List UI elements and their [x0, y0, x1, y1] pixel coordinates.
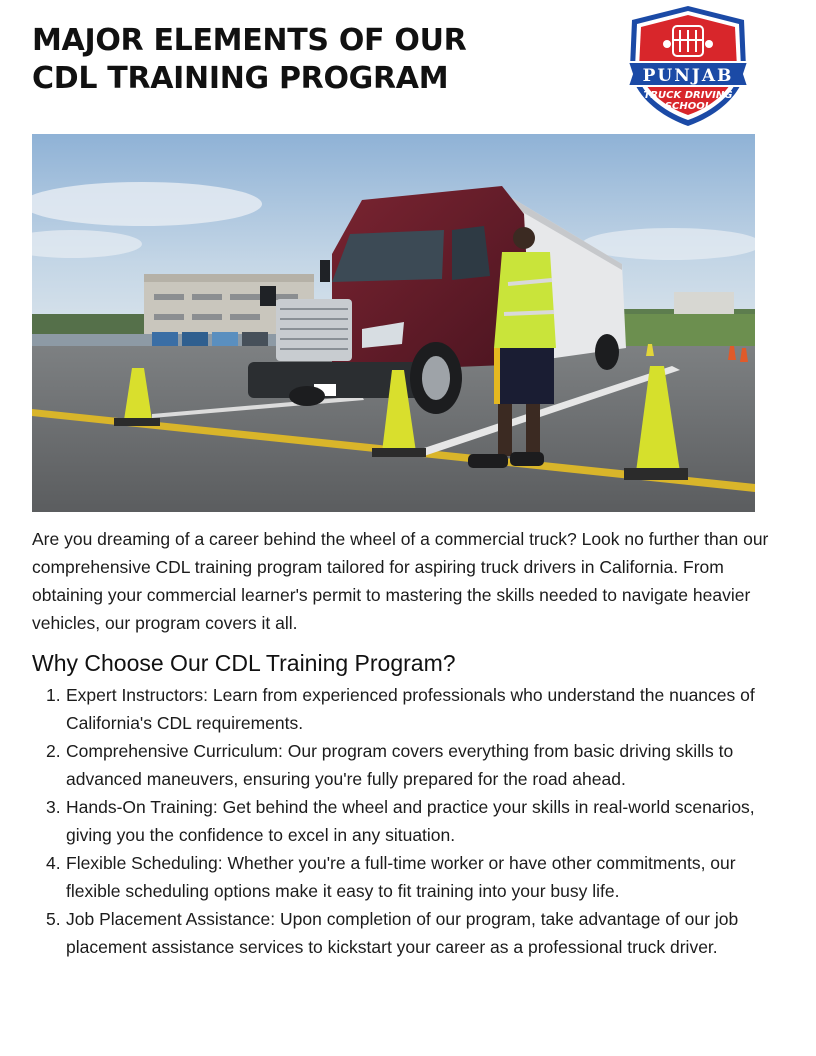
list-item-text: Hands-On Training: Get behind the wheel and practice your skills in real-world scenarios, giving you the confidence to excel in any situation.: [66, 797, 755, 845]
truck-training-photo: [32, 134, 755, 512]
list-item: [32, 849, 784, 905]
title-line-1: MAJOR ELEMENTS OF OUR: [32, 23, 467, 58]
list-item: [32, 737, 784, 793]
logo-tagline-line-2: SCHOOL: [664, 101, 712, 112]
list-item: [32, 793, 784, 849]
logo-brand-text: PUNJAB: [642, 66, 734, 86]
list-item-text: Comprehensive Curriculum: Our program covers everything from basic driving skills to advanced maneuvers, ensuring you're fully prepared for the road ahead.: [66, 741, 734, 789]
list-item-text: Expert Instructors: Learn from experienced professionals who understand the nuances of California's CDL requirements.: [66, 685, 755, 733]
intro-paragraph: Are you dreaming of a career behind the wheel of a commercial truck? Look no further than our comprehensive CDL training program tailored for aspiring truck drivers in California. From obtaining your commercial learner's permit to mastering the skills needed to navigate heavier vehicles, our program covers it all.: [32, 529, 769, 633]
list-item-number: 5.: [46, 909, 61, 929]
list-item: [32, 905, 784, 961]
list-item-number: 4.: [46, 853, 61, 873]
list-item-text: Job Placement Assistance: Upon completion of our program, take advantage of our job placement assistance services to kickstart your career as a professional truck driver.: [66, 909, 739, 957]
list-item-text: Flexible Scheduling: Whether you're a full-time worker or have other commitments, our flexible scheduling options make it easy to fit training into your busy life.: [66, 853, 736, 901]
title-line-2: CDL TRAINING PROGRAM: [32, 61, 449, 96]
list-item: [32, 681, 784, 737]
page-title: [32, 22, 466, 98]
punjab-truck-driving-school-logo: [624, 4, 752, 128]
truck-photo-icon: [32, 134, 755, 512]
list-item-number: 1.: [46, 685, 61, 705]
list-item-number: 2.: [46, 741, 61, 761]
list-item-number: 3.: [46, 797, 61, 817]
reasons-list: [32, 681, 784, 961]
shield-logo-icon: [624, 4, 752, 128]
logo-tagline-line-1: TRUCK DRIVING: [643, 90, 733, 101]
section-heading: Why Choose Our CDL Training Program?: [32, 650, 456, 676]
